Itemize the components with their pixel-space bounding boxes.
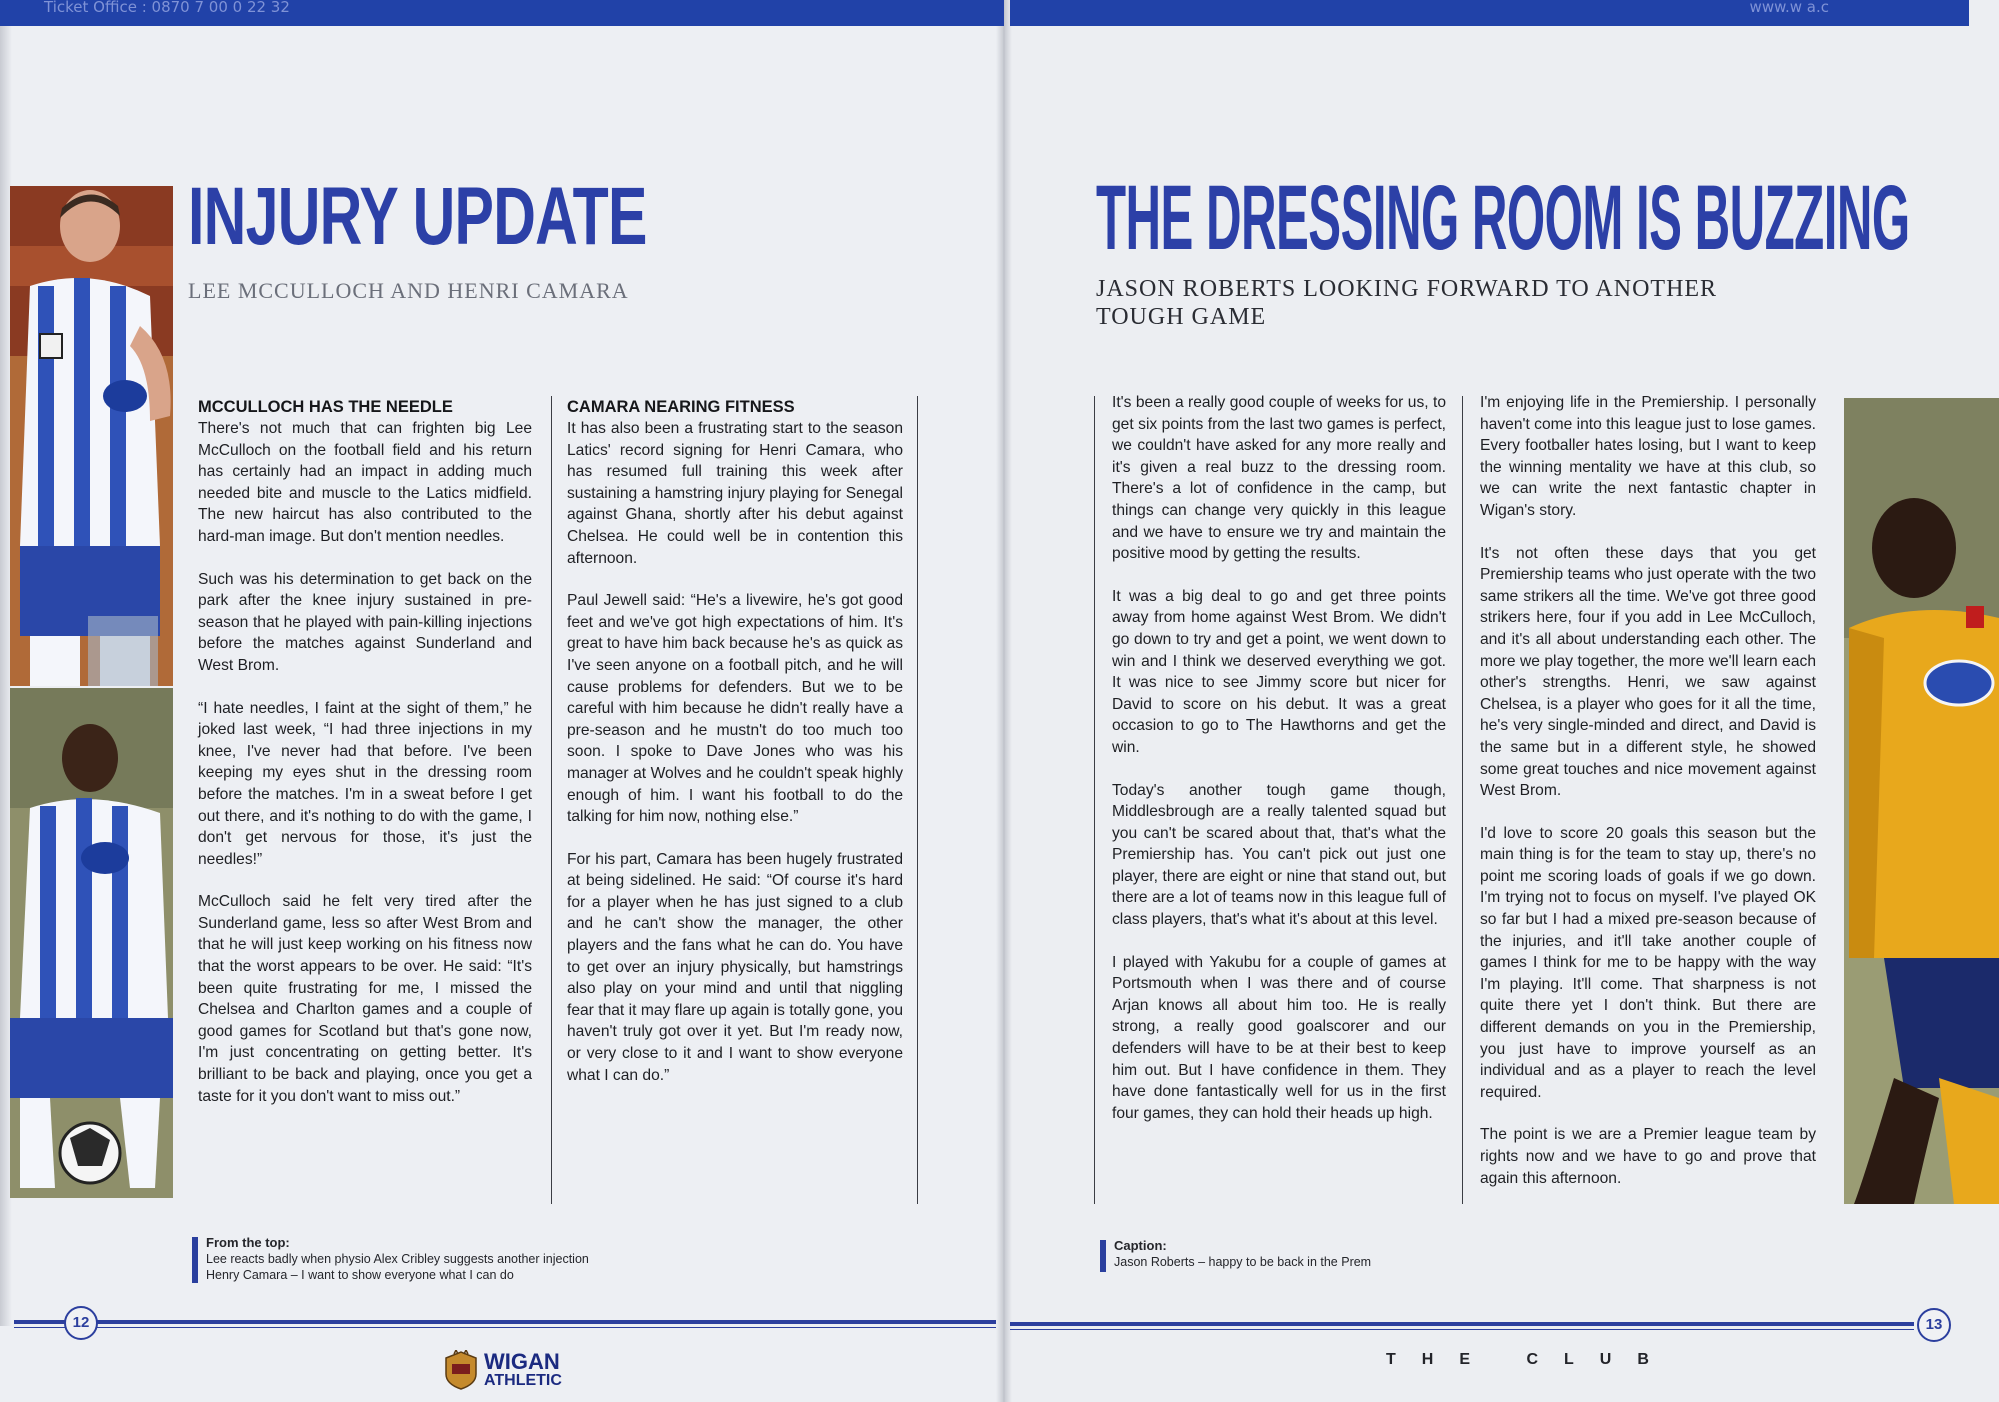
caption-bar xyxy=(1100,1240,1106,1272)
column-divider xyxy=(1094,396,1095,1204)
footer-rule-left xyxy=(14,1320,996,1324)
top-strip-left: Ticket Office : 0870 7 00 0 22 32 xyxy=(0,0,1004,26)
caption-right xyxy=(1114,1238,1574,1270)
column-divider xyxy=(551,396,552,1204)
subtitle-right-line2: TOUGH GAME xyxy=(1096,304,1267,330)
paragraph: It's been a really good couple of weeks for us, to get six points from the last two games is perfect, we couldn't have asked for any more really and it's given a real buzz to the dressing room. There's a lot of confidence in the camp, but things can change very quickly in this league and we have to ensure we try and maintain the positive mood by getting the results. xyxy=(1112,394,1446,563)
footer-rule-right-thin xyxy=(1010,1329,1914,1330)
logo-word-wigan: WIGAN xyxy=(484,1348,560,1374)
paragraph: There's not much that can frighten big Lee McCulloch on the football field and his return has certainly had an impact in adding much needed bite and muscle to the Latics midfield. The new haircut has also contributed to the hard-man image. But don't mention needles. xyxy=(198,420,532,545)
top-strip-right: www.w a.c xyxy=(1010,0,1969,26)
paragraph: “I hate needles, I faint at the sight of them,” he joked last week, “I had three injections in my knee, I've never had that before. I've been keeping my eyes shut in the dressing room before the matches. I'm in a sweat before I get out there, and it's nothing to do with the game, I don't get nervous for those, it's just the needles!” xyxy=(198,699,532,868)
headline-injury-update: INJURY UPDATE xyxy=(188,171,647,262)
caption-left xyxy=(206,1235,666,1283)
paragraph: I'm enjoying life in the Premiership. I personally haven't come into this league just to lose games. Every footballer hates losing, but I want to keep the winning mentality we have at this club, so we can write the next fantastic chapter in Wigan's story. xyxy=(1480,394,1816,519)
crest-icon xyxy=(442,1350,480,1390)
caption-title: Caption: xyxy=(1114,1238,1167,1253)
caption-line: Henry Camara – I want to show everyone what I can do xyxy=(206,1268,514,1282)
column-divider xyxy=(1462,396,1463,1204)
section-heading-camara: CAMARA NEARING FITNESS xyxy=(567,398,795,416)
logo-word-athletic: ATHLETIC xyxy=(484,1371,562,1389)
subtitle-left: LEE MCCULLOCH AND HENRI CAMARA xyxy=(188,278,629,303)
paragraph: It was a big deal to go and get three points away from home against West Brom. We didn't go down to try and get a point, we went down to win and I think we deserved everything we got. It was nice to see Jimmy score but nicer for David to score on his debut. It was a great occasion to go to The Hawthorns and get the win. xyxy=(1112,587,1446,756)
logo-text xyxy=(484,1348,562,1389)
left-column-1 xyxy=(198,396,532,1128)
paragraph: I played with Yakubu for a couple of games at Portsmouth when I was there and of course Arjan knows all about him too. He is really strong, a really good goalscorer and our defenders will have to be at their best to keep him out. But I have confidence in them. They have done fantastically well for us in the first four games, they can hold their heads up high. xyxy=(1112,953,1446,1122)
paragraph: I'd love to score 20 goals this season but the main thing is for the team to stay up, there's no point me scoring loads of goals if we go down. I'm trying not to focus on myself. I've played OK so far but I had a mixed pre-season because of the injuries, and it'll take another couple of games I think for me to be happy with the way I'm playing. It'll come. That sharpness is not quite there yet I don't think. But there are different demands on you in the Premiership, you just have to improve yourself as an individual and as a player to reach the level required. xyxy=(1480,824,1816,1101)
page-number-left: 12 xyxy=(64,1306,98,1340)
subtitle-right-line1: JASON ROBERTS LOOKING FORWARD TO ANOTHER xyxy=(1096,276,1718,302)
column-divider xyxy=(917,396,918,1204)
section-label-the-club: THE CLUB xyxy=(1386,1351,1675,1368)
caption-title: From the top: xyxy=(206,1235,290,1250)
footer-rule-left-thin xyxy=(14,1327,996,1328)
photo-jason-roberts xyxy=(1844,398,1999,1204)
paragraph: Paul Jewell said: “He's a livewire, he's got good feet and we've got high expectations of him. It's great to have him back because he's as quick as I've seen anyone on a football pitch, and he will cause problems for defenders. But we to be careful with him because he didn't really have a pre-season and he mustn't do too much too soon. I spoke to Dave Jones who was his manager at Wolves and he couldn't speak highly enough of him. I want his football to do the talking for him now, nothing else.” xyxy=(567,592,903,826)
paragraph: Such was his determination to get back on the park after the knee injury sustained in pre-season that he played with pain-killing injections before the matches against Sunderland and West Brom. xyxy=(198,570,532,674)
right-column-2 xyxy=(1480,392,1816,1210)
photo-mcculloch xyxy=(10,186,173,686)
paragraph: It has also been a frustrating start to the season Latics' record signing for Henri Camara, who has resumed full training this week after sustaining a hamstring injury playing for Senegal against Ghana, shortly after his debut against Chelsea. He could well be in contention this afternoon. xyxy=(567,420,903,567)
caption-line: Jason Roberts – happy to be back in the Prem xyxy=(1114,1255,1372,1269)
photo-camara xyxy=(10,688,173,1198)
caption-bar xyxy=(192,1237,198,1283)
paragraph: The point is we are a Premier league team by rights now and we have to go and prove that again this afternoon. xyxy=(1480,1126,1816,1187)
spine-gutter xyxy=(996,0,1012,1402)
paragraph: Today's another tough game though, Middlesbrough are a really talented squad but you can't be scared about that, that's what the Premiership has. You can't pick out just one player, there are eight or nine that stand out, but there are a lot of teams now in this league full of class players, that's what it's about at this level. xyxy=(1112,781,1446,929)
footer-rule-right xyxy=(1010,1322,1914,1326)
section-heading-mcculloch: MCCULLOCH HAS THE NEEDLE xyxy=(198,398,453,416)
paragraph: McCulloch said he felt very tired after the Sunderland game, less so after West Brom and that he will just keep working on his fitness now that the worst appears to be over. He said: “It's been quite frustrating for me, I missed the Chelsea and Charlton games and a couple of good games for Scotland but that's gone now, I'm just concentrating on getting better. It's brilliant to be back and playing, once you get a taste for it you don't want to miss out.” xyxy=(198,893,532,1105)
wigan-athletic-logo xyxy=(442,1350,562,1390)
right-column-1 xyxy=(1112,392,1446,1145)
paragraph: For his part, Camara has been hugely frustrated at being sidelined. He said: “Of course it's hard for a player when he has just signed to a club and he can't show the manager, the other players and the fans what he can do. You have to get over an injury physically, but hamstrings also play on your mind and until that niggling fear that it may flare up again is totally gone, you haven't truly got over it yet. But I'm ready now, or very close to it and I want to show everyone what I can do.” xyxy=(567,850,903,1084)
paragraph: It's not often these days that you get Premiership teams who just operate with the two same strikers all the time. We've got three good strikers here, four if you add in Lee McCulloch, and it's all about understanding each other. The more we play together, the more we'll learn each other's strengths. Henri, we saw against Chelsea, is a player who goes for it all the time, he's very single-minded and direct, and David is the same but in a different style, he showed some great touches and nice movement against West Brom. xyxy=(1480,544,1816,800)
headline-dressing-room: THE DRESSING ROOM IS BUZZING xyxy=(1096,167,1910,269)
left-column-2 xyxy=(567,396,903,1107)
page-number-right: 13 xyxy=(1917,1308,1951,1342)
caption-line: Lee reacts badly when physio Alex Cribley suggests another injection xyxy=(206,1252,589,1266)
